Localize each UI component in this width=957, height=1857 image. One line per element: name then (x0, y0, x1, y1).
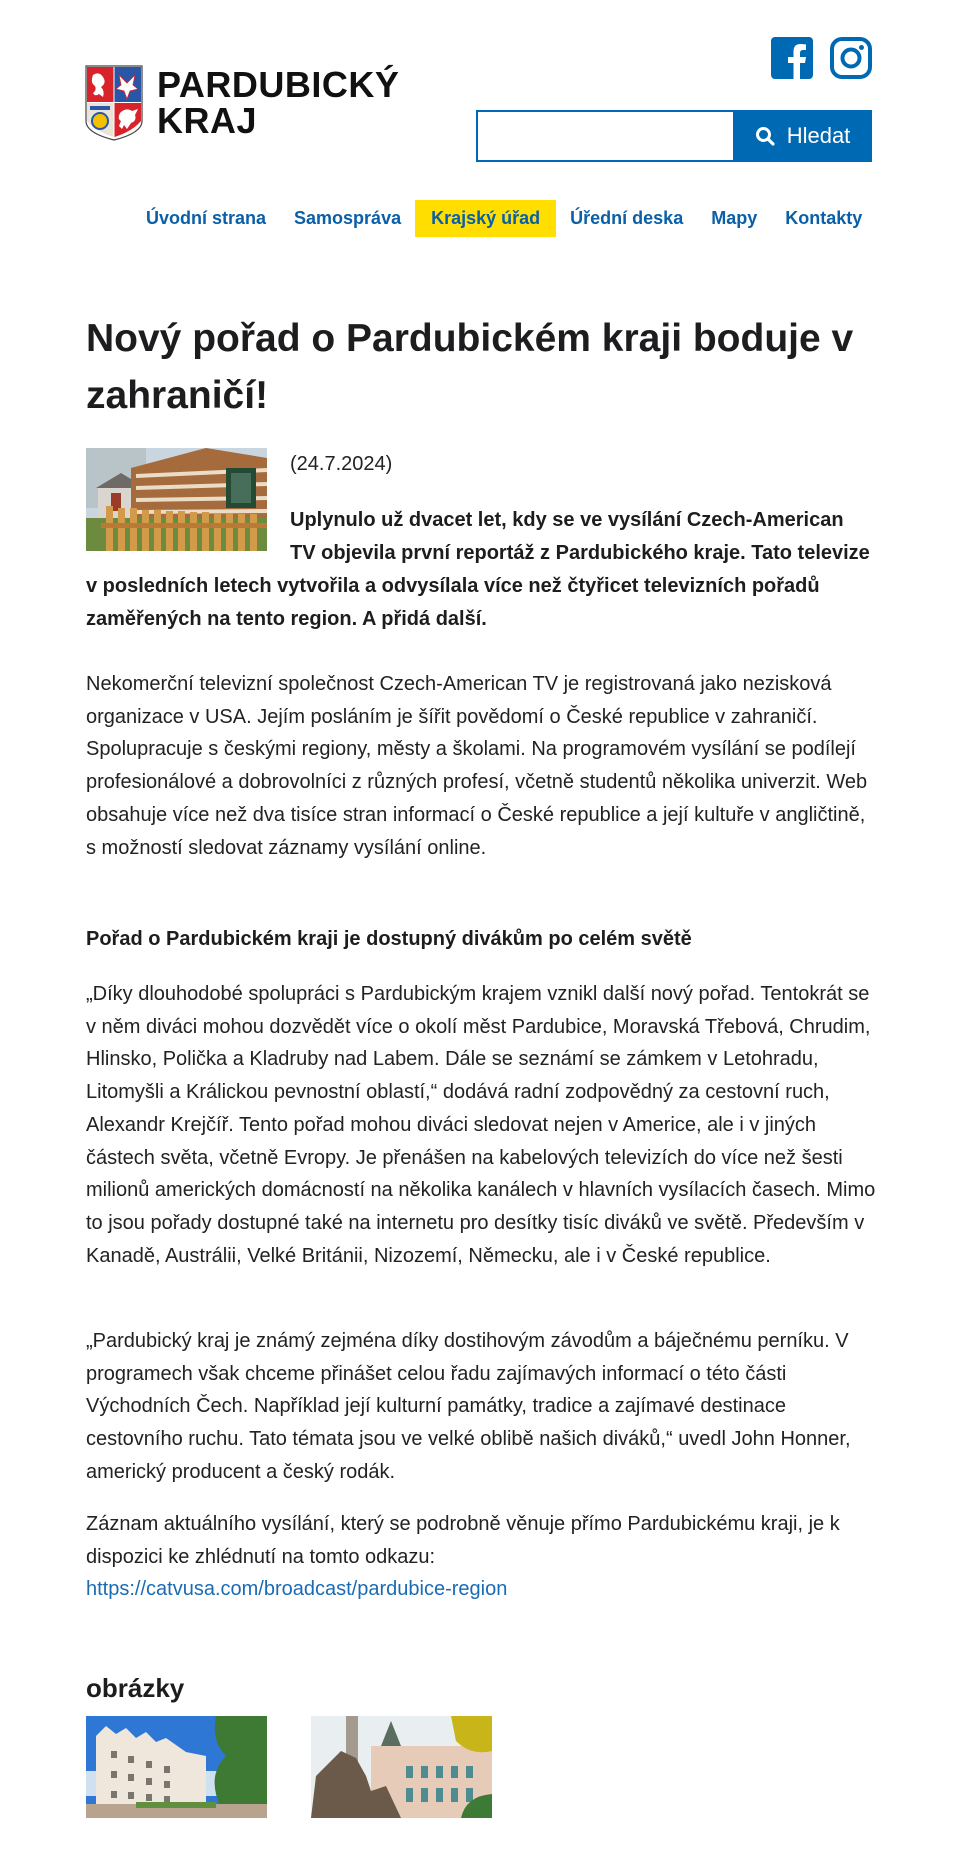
search-icon (755, 126, 775, 146)
article-subheading: Pořad o Pardubickém kraji je dostupný divákům po celém světě (86, 928, 692, 950)
instagram-icon (830, 37, 872, 79)
site-logo[interactable] (85, 64, 415, 142)
main-nav (132, 200, 876, 237)
nav-item-mapy[interactable]: Mapy (711, 208, 758, 228)
search-button[interactable] (733, 110, 872, 162)
logo-text (157, 64, 400, 141)
article-lede: Uplynulo už dvacet let, kdy se ve vysílání Czech-American TV objevila první reportáž z Pardubického kraje. Tato televize v posledních letech vytvořila a odvysílala více než čtyřicet televizních pořadů zaměřených na tento region. A přidá další. (86, 509, 870, 630)
logo-text-line1: PARDUBICKÝ (157, 64, 400, 105)
article-paragraph-2: „Díky dlouhodobé spolupráci s Pardubickým krajem vznikl další nový pořad. Tentokrát se v něm diváci mohou dozvědět více o okolí měst Pardubice, Moravská Třebová, Chrudim, Hlinsko, Polička a Kladruby nad Labem. Dále se seznámí se zámkem v Letohradu, Litomyšli a Králickou pevnostní oblastí,“ dodává radní zodpovědný za cestovní ruch, Alexandr Krejčíř. Tento pořad mohou diváci sledovat nejen v Americe, ale i v jiných částech světa, včetně Evropy. Je přenášen na kabelových televizích do více než šesti milionů amerických domácností na několika kanálech v hlavních vysílacích časech. Mimo to jsou pořady dostupné také na internetu pro desítky tisíc diváků ve světě. Především v Kanadě, Austrálii, Velké Británii, Nizozemí, Německu, ale i v České republice. (86, 983, 876, 1267)
article-paragraph-4 (86, 1508, 876, 1606)
page-title: Nový pořad o Pardubickém kraji boduje v zahraničí! (86, 317, 854, 417)
facebook-link[interactable] (771, 37, 813, 79)
nav-item-krajsky-urad[interactable]: Krajský úřad (415, 200, 556, 237)
nav-item-uvodni-strana[interactable]: Úvodní strana (146, 208, 267, 228)
gallery-title: obrázky (86, 1673, 185, 1703)
article-paragraph-1: Nekomerční televizní společnost Czech-American TV je registrovaná jako nezisková organizace v USA. Jejím posláním je šířit povědomí o České republice v zahraničí. Spolupracuje s českými regiony, městy a školami. Na programovém vysílání se podílejí profesionálové a dobrovolníci z různých profesí, včetně studentů několika univerzit. Web obsahuje více než dva tisíce stran informací o České republice a její kultuře v angličtině, s možností sledovat záznamy vysílání online. (86, 673, 868, 859)
coat-of-arms-icon (85, 65, 143, 141)
gallery-image-1[interactable] (86, 1716, 267, 1818)
town-hall-image (311, 1716, 492, 1818)
article-paragraph-4-text: Záznam aktuálního vysílání, který se podrobně věnuje přímo Pardubickému kraji, je k dispozici ke zhlédnutí na tomto odkazu: (86, 1513, 840, 1568)
search-input[interactable] (476, 110, 754, 162)
broadcast-link[interactable]: https://catvusa.com/broadcast/pardubice-region (86, 1578, 508, 1601)
nav-item-uredni-deska[interactable]: Úřední deska (570, 208, 684, 228)
article-lede-block (86, 448, 872, 636)
instagram-link[interactable] (830, 37, 872, 79)
castle-image (86, 1716, 267, 1818)
article-paragraph-3: „Pardubický kraj je známý zejména díky dostihovým závodům a báječnému perníku. V programech však chceme přinášet celou řadu zajímavých informací o této části Východních Čech. Například její kulturní památky, tradice a zajímavé destinace cestovního ruchu. Tato témata jsou ve velké oblibě našich diváků,“ uvedl John Honner, americký producent a český rodák. (86, 1330, 851, 1483)
logo-text-line2: KRAJ (157, 100, 258, 141)
gallery-image-2[interactable] (311, 1716, 492, 1818)
article-date: (24.7.2024) (290, 453, 393, 475)
facebook-icon (771, 37, 813, 79)
search-button-label: Hledat (786, 123, 851, 148)
nav-item-kontakty[interactable]: Kontakty (785, 208, 863, 228)
nav-item-samosprava[interactable]: Samospráva (294, 208, 402, 228)
